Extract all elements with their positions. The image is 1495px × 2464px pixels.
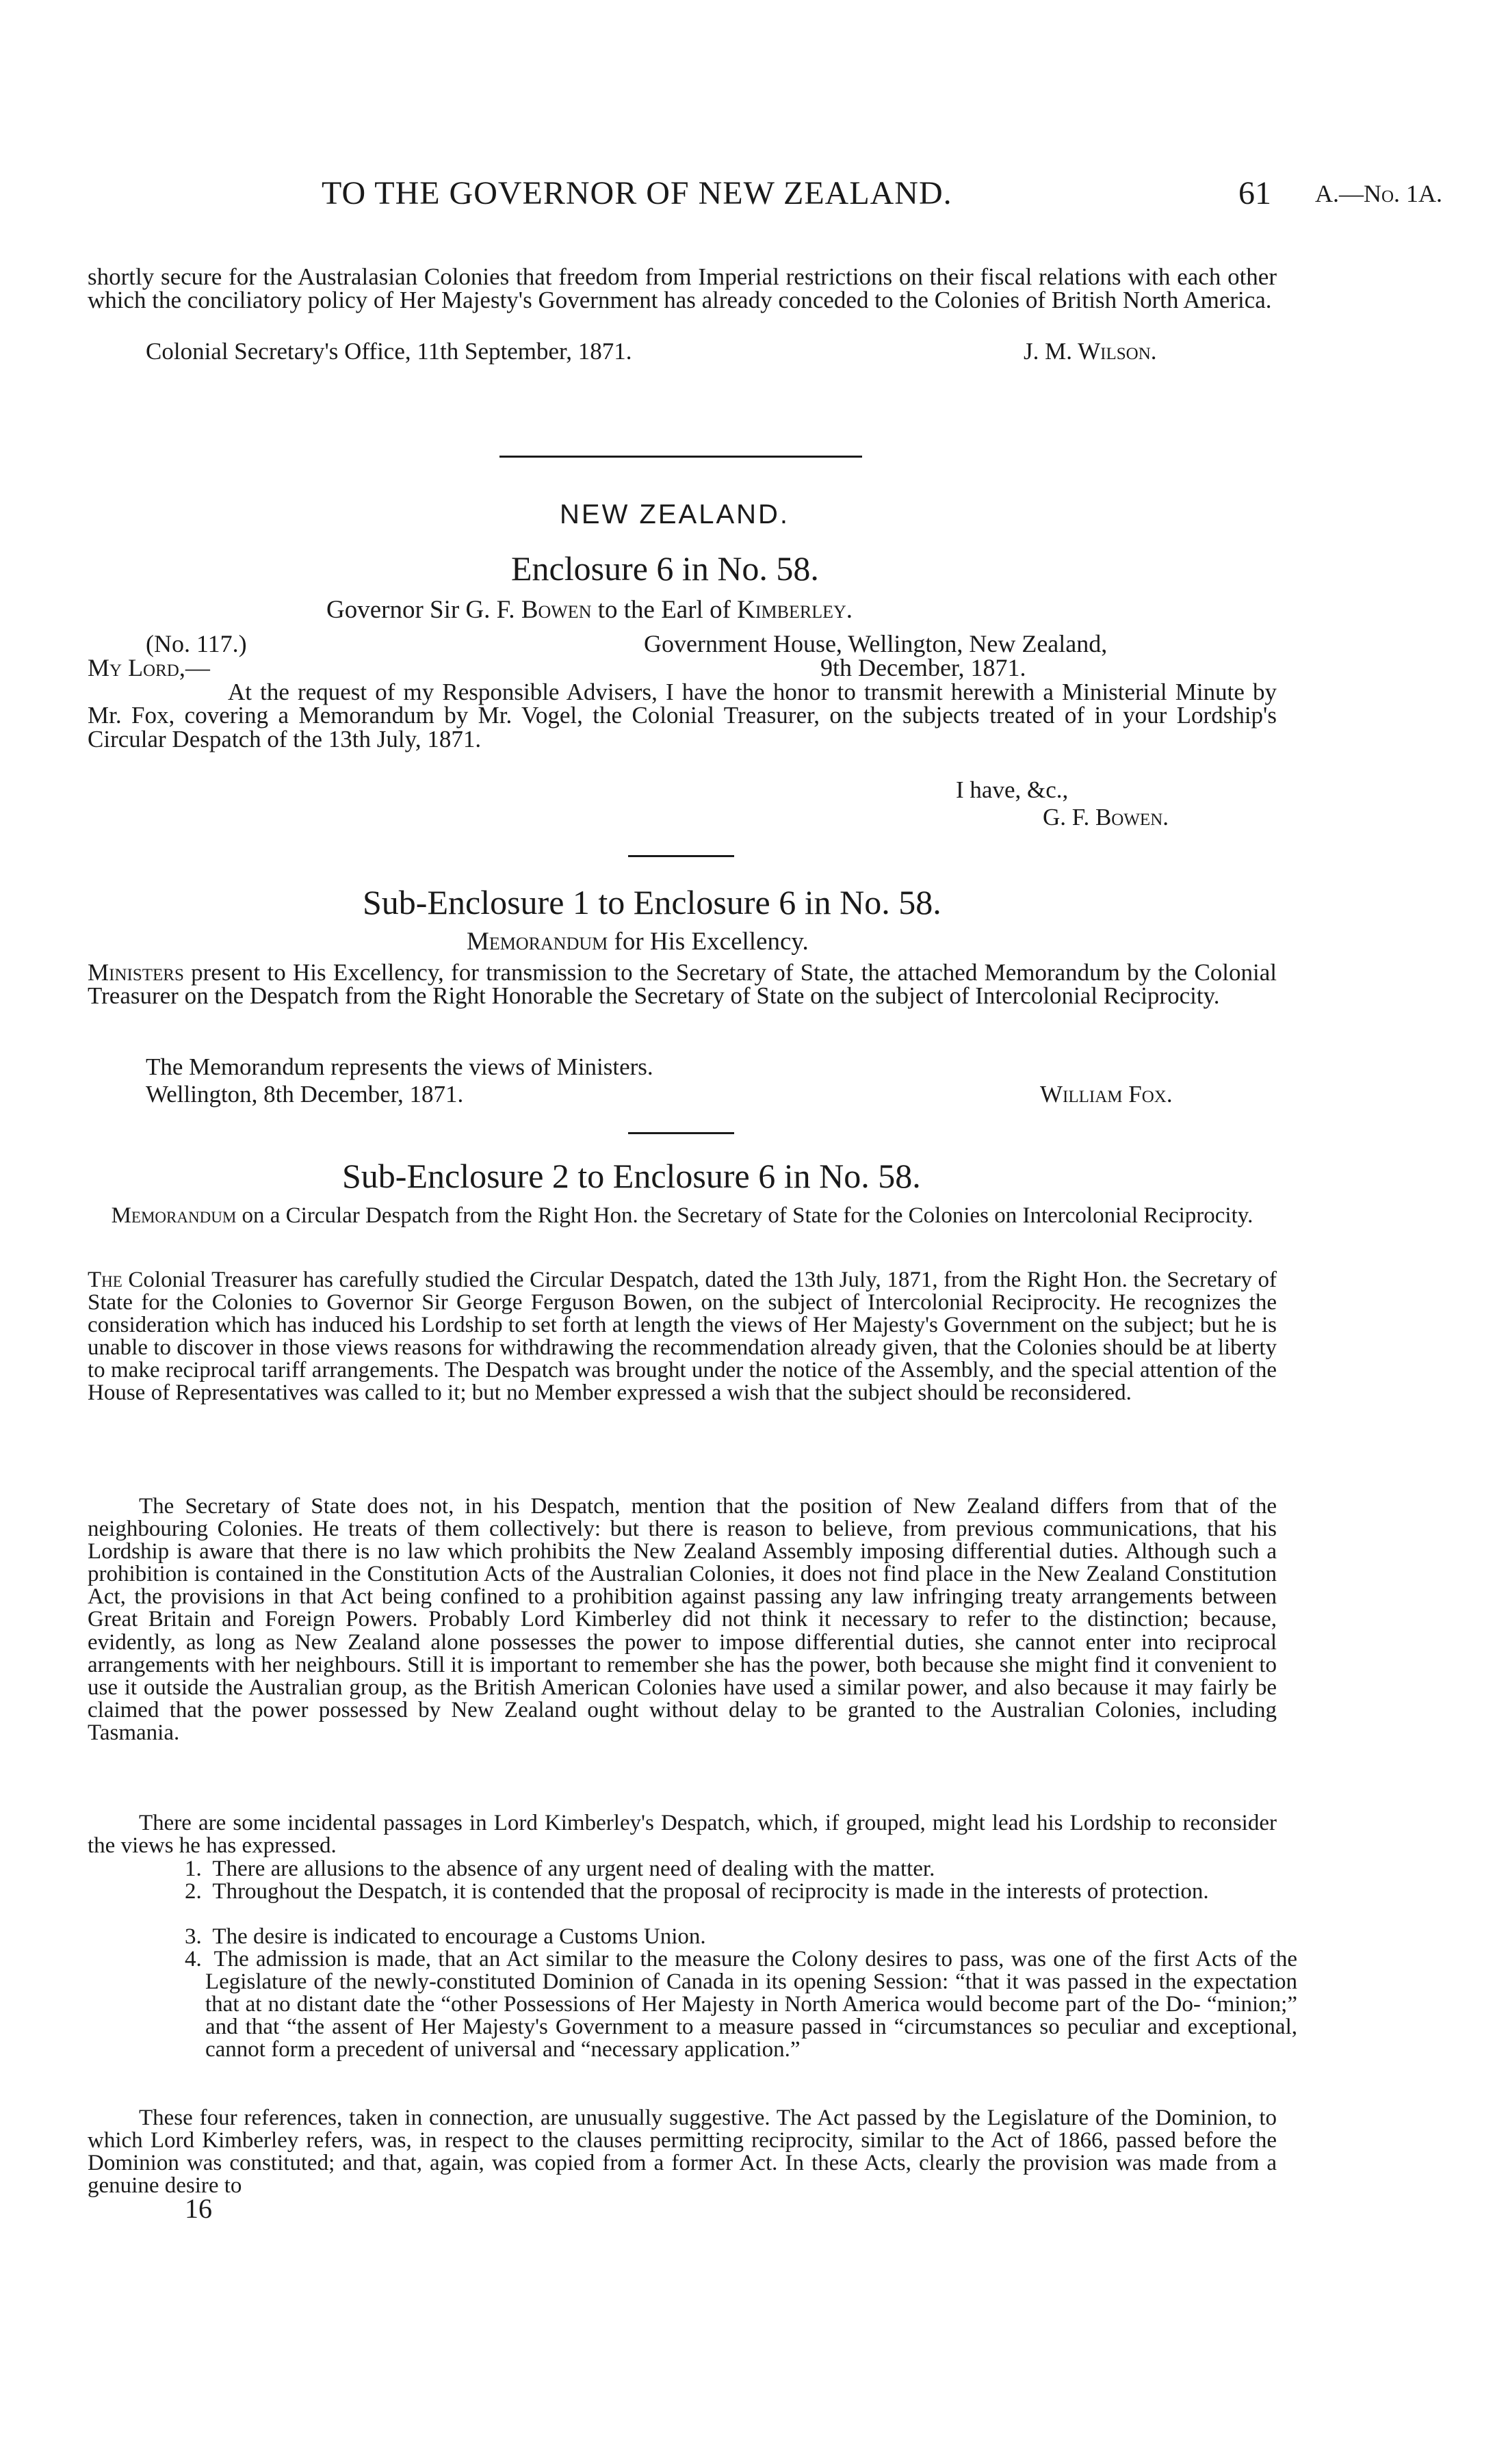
despatch-date: 9th December, 1871. (820, 654, 1026, 681)
point-4 (185, 1948, 1297, 2061)
page-number: 61 (1238, 175, 1271, 211)
point-2 (185, 1880, 1297, 1903)
continuation-place-date: Colonial Secretary's Office, 11th September, 1871. (146, 338, 632, 365)
memorandum-paragraph-2: The Secretary of State does not, in his Despatch, mention that the position of New Zealand differs from that of the neighbouring Colonies. He treats of them collectively: but there is reason to believe, from previous communications, that his Lordship is aware that there is no law which prohibits the New Zealand Assembly imposing differential duties. Although such a prohibition is contained in the Constitution Acts of the Australian Colonies, it does not find place in the New Zealand Constitution Act, the provisions in that Act being confined to a prohibition against passing any law infringing treaty arrangements between Great Britain and Foreign Powers. Probably Lord Kimberley did not think it necessary to refer to the distinction; because, evidently, as long as New Zealand alone possesses the power to impose differential duties, she cannot enter into reciprocal arrangements with her neighbours. Still it is important to remember she has the power, both because she might find it convenient to use it outside the Australian group, as the British American Colonies have used a similar power, and also because it may fairly be claimed that the power possessed by New Zealand ought without delay to be granted to the Australian Colonies, including Tasmania. (88, 1494, 1277, 1745)
recipient-name: Kimberley. (737, 596, 853, 624)
point-3 (185, 1926, 1297, 1948)
sender-name: Bowen (521, 596, 592, 624)
printer-signature-mark: 16 (185, 2193, 212, 2224)
point-3-number: 3. (185, 1924, 202, 1949)
sub-enclosure-1-body (88, 961, 1277, 1008)
continuation-paragraph: shortly secure for the Australasian Colonies that freedom from Imperial restrictions on their fiscal relations with each other which the conciliatory policy of Her Majesty's Government has already conceded to the Colonies of British North America. (88, 263, 1277, 314)
enclosure-6-signature: G. F. Bowen. (1043, 804, 1169, 830)
enclosure-6-body: At the request of my Responsible Advisers, I have the honor to transmit herewith a Ministerial Minute by Mr. Fox, covering a Memorandum by Mr. Vogel, the Colonial Treasurer, on the subjects treated of in your Lordship's Circular Despatch of the 13th July, 1871. (88, 679, 1277, 752)
sub-enclosure-1-signature: William Fox. (1040, 1081, 1173, 1108)
from-to-middle: to the Earl of (591, 596, 738, 624)
point-4-text: The admission is made, that an Act similar to the measure the Colony desires to pass, was one of the first Acts of the Legislature of the newly-constituted Dominion of Canada in its opening Session: “that it was passed in the expectation that at no distant date the “other Possessions of Her Majesty in North America would become part of the Do- “minion;” and that “the assent of Her Majesty's Government to a measure passed in “circumstances so peculiar and exceptional, cannot form a precedent of universal and “necessary application.” (205, 1947, 1297, 2062)
salutation: My Lord,— (88, 654, 210, 681)
point-2-text: Throughout the Despatch, it is contended that the proposal of reciprocity is made in the interests of protection. (212, 1879, 1209, 1904)
sub-enclosure-1-title: Sub-Enclosure 1 to Enclosure 6 in No. 58. (363, 883, 941, 921)
enclosure-6-closing: I have, &c., (956, 776, 1069, 803)
despatch-address: Government House, Wellington, New Zealand, (644, 630, 1108, 657)
body-lead: Ministers (88, 959, 184, 986)
from-to-prefix: Governor Sir G. F. (326, 596, 521, 624)
section-divider-short-1 (628, 855, 734, 857)
para-1-lead: The (88, 1268, 122, 1292)
point-1 (185, 1858, 1297, 1880)
memorandum-paragraph-4: These four references, taken in connection, are unusually suggestive. The Act passed by the Legislature of the Dominion, to which Lord Kimberley refers, was, in respect to the clauses permitting reciprocity, similar to the Act of 1866, passed before the Dominion was constituted; and that, again, was copied from a former Act. In these Acts, clearly the provision was made from a genuine desire to (88, 2106, 1277, 2199)
despatch-number: (No. 117.) (146, 630, 247, 657)
paper-reference: A.—No. 1A. (1315, 180, 1443, 207)
subtitle-rest: for His Excellency. (608, 928, 809, 956)
point-1-text: There are allusions to the absence of any urgent need of dealing with the matter. (212, 1857, 935, 1881)
section-divider-short-2 (628, 1132, 734, 1134)
section-divider-long (499, 456, 862, 458)
enclosure-6-title: Enclosure 6 in No. 58. (511, 549, 819, 588)
continuation-signature: J. M. Wilson. (1024, 338, 1157, 365)
country-heading: NEW ZEALAND. (560, 499, 790, 529)
memorandum-paragraph-3: There are some incidental passages in Lord Kimberley's Despatch, which, if grouped, might lead his Lordship to reconsider the views he has expressed. (88, 1811, 1277, 1859)
sub-enclosure-2-subtitle (88, 1204, 1277, 1227)
sub-enclosure-1-subtitle (467, 927, 809, 956)
sub-enclosure-1-place-date: Wellington, 8th December, 1871. (146, 1081, 464, 1108)
point-3-text: The desire is indicated to encourage a Customs Union. (212, 1924, 706, 1949)
point-1-number: 1. (185, 1857, 202, 1881)
body-text: present to His Excellency, for transmission to the Secretary of State, the attached Memorandum by the Colonial Treasurer on the Despatch from the Right Honorable the Secretary of State on the subject of Intercolonial Reciprocity. (88, 959, 1277, 1010)
sub-enclosure-2-title: Sub-Enclosure 2 to Enclosure 6 in No. 58. (342, 1157, 921, 1195)
enclosure-6-from-to (326, 595, 853, 625)
subtitle-lead: Memorandum (467, 928, 608, 956)
running-header-title: TO THE GOVERNOR OF NEW ZEALAND. (322, 175, 952, 211)
subtitle-rest: on a Circular Despatch from the Right Hon. the Secretary of State for the Colonies on Intercolonial Reciprocity. (236, 1203, 1253, 1228)
sub-enclosure-1-line2: The Memorandum represents the views of Ministers. (146, 1053, 653, 1080)
subtitle-lead: Memorandum (111, 1203, 237, 1228)
point-4-number: 4. (185, 1947, 202, 1971)
point-2-number: 2. (185, 1879, 202, 1904)
para-1-text: Colonial Treasurer has carefully studied the Circular Despatch, dated the 13th July, 1871, from the Right Hon. the Secretary of State for the Colonies to Governor Sir George Ferguson Bowen, on the subject of Intercolonial Reciprocity. He recognizes the consideration which has induced his Lordship to set forth at length the views of Her Majesty's Government on the subject; but he is unable to discover in those views reasons for withdrawing the recommendation already given, that the Colonies should be at liberty to make reciprocal tariff arrangements. The Despatch was brought under the notice of the Assembly, and the special attention of the House of Representatives was called to it; but no Member expressed a wish that the subject should be reconsidered. (88, 1268, 1277, 1406)
memorandum-paragraph-1 (88, 1269, 1277, 1405)
